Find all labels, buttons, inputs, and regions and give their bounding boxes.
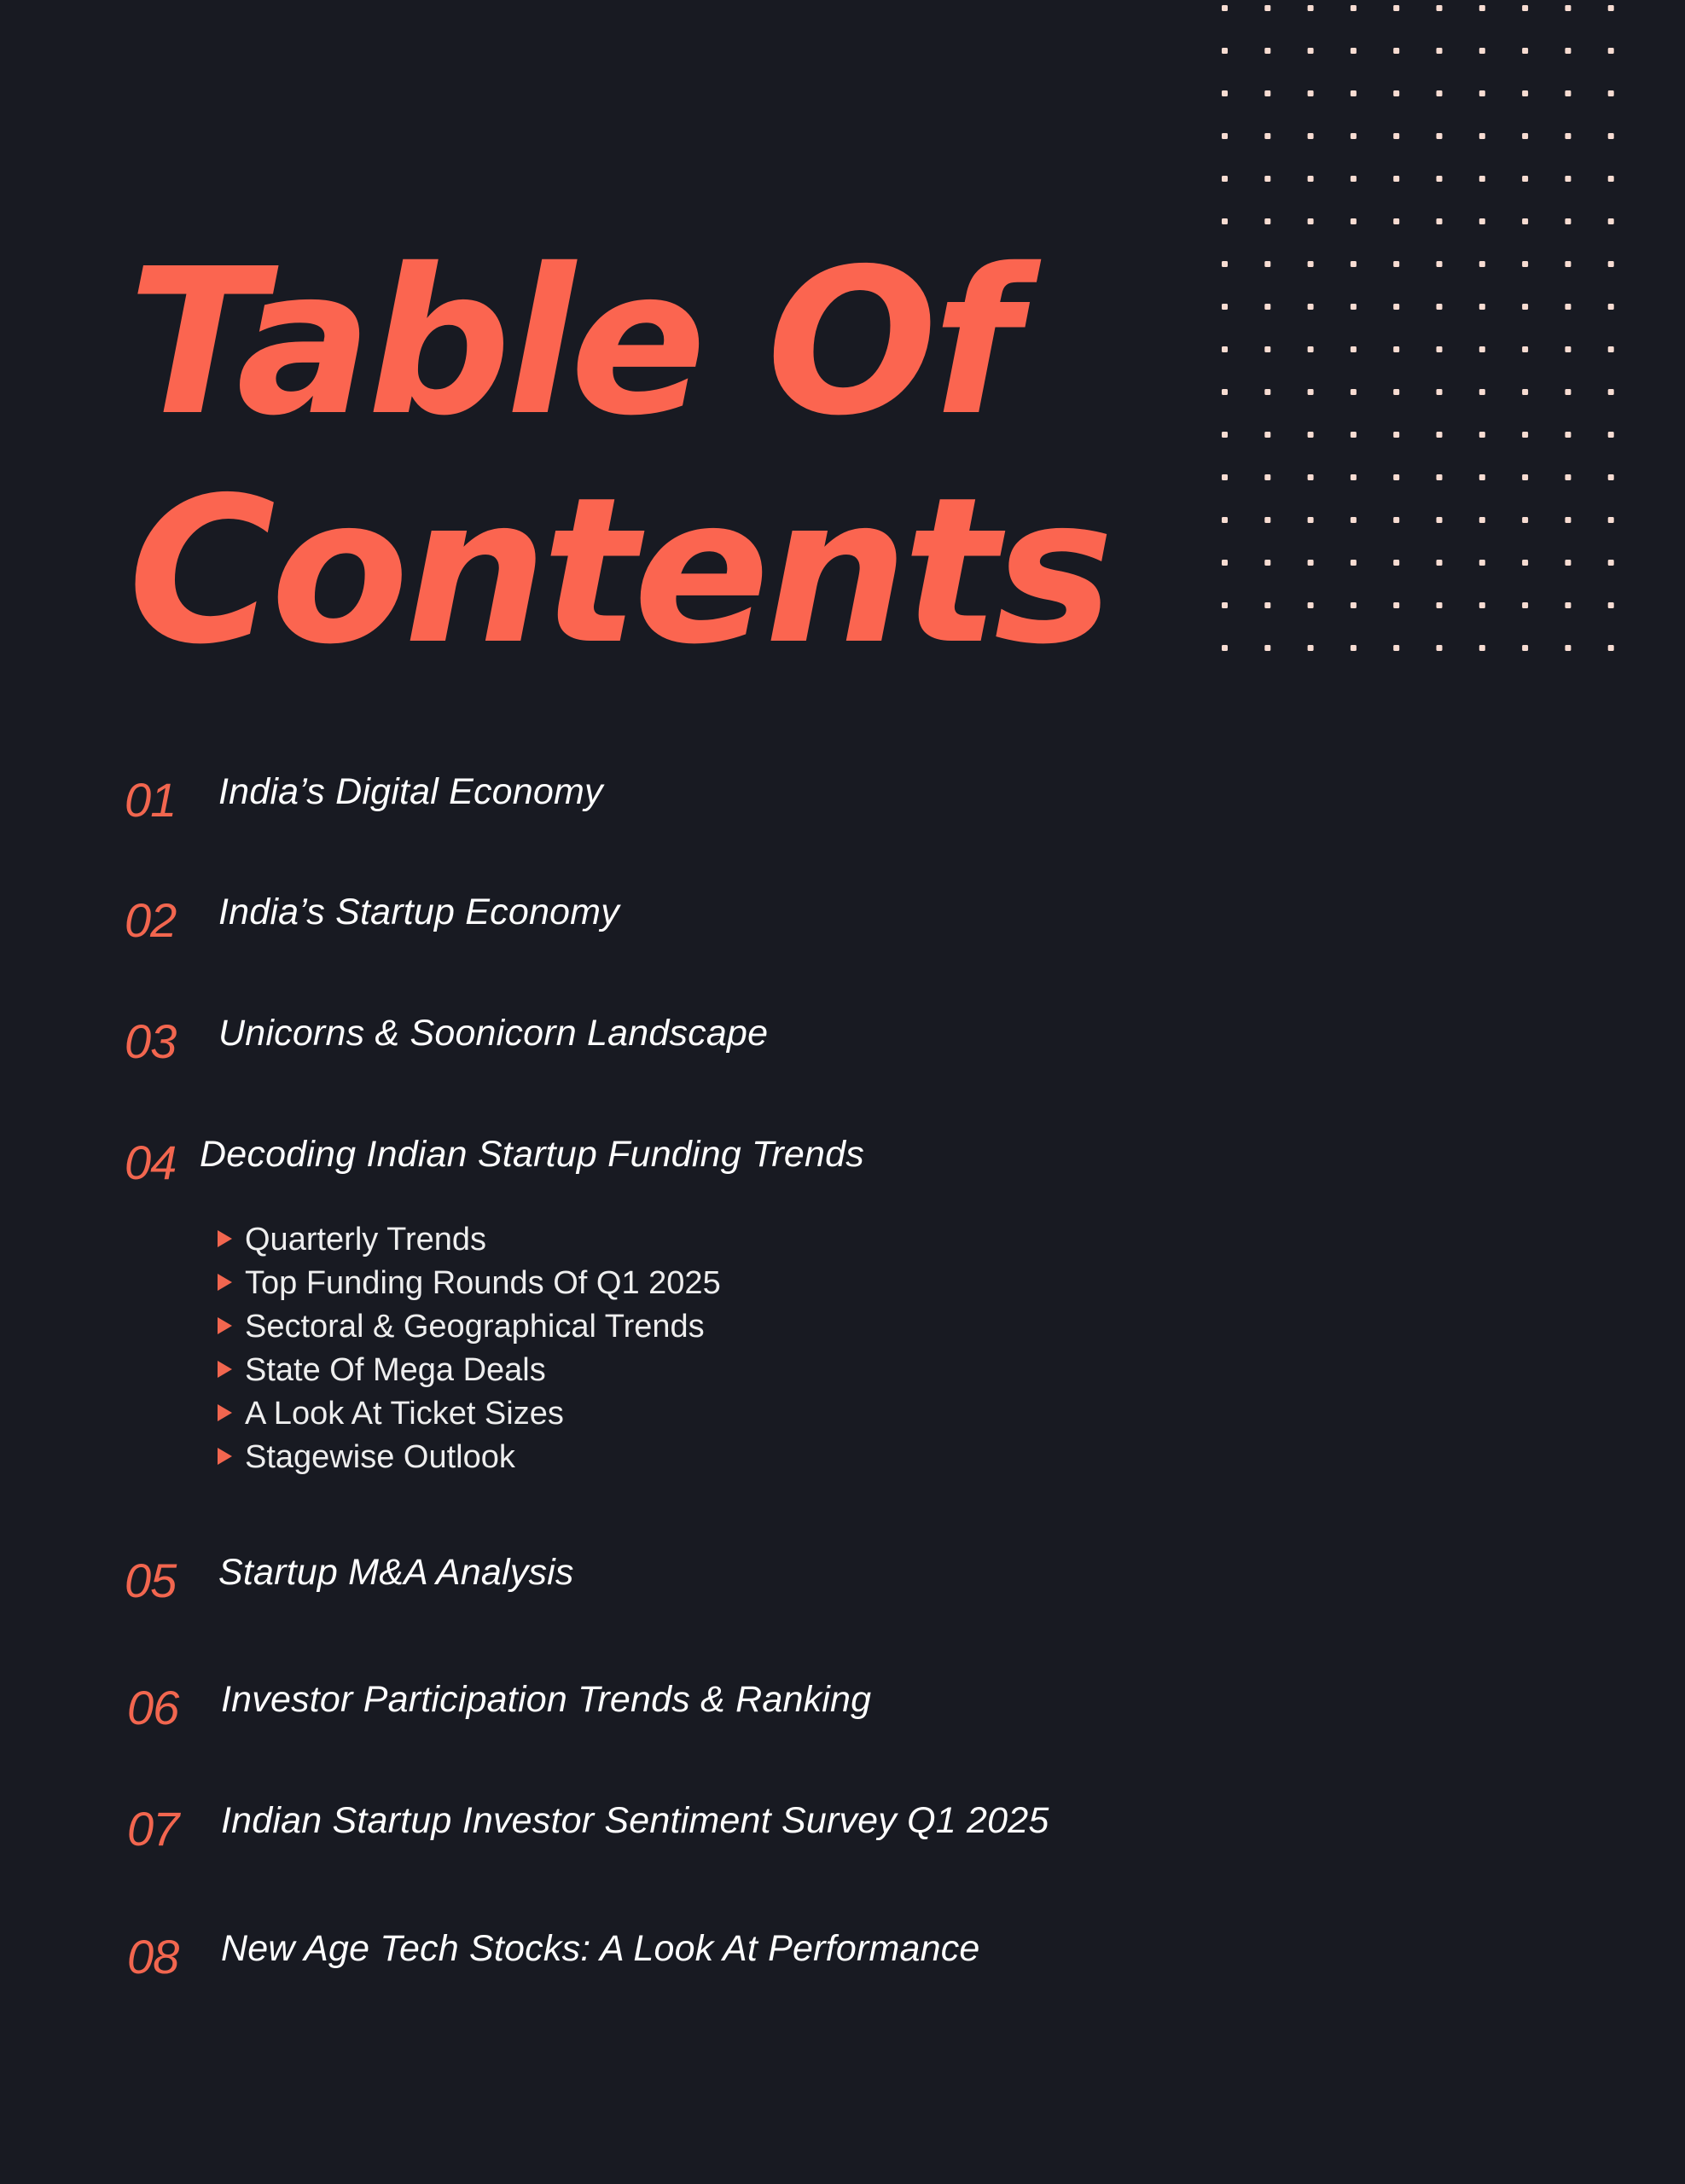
dot <box>1608 645 1614 651</box>
toc-subitem-sectoral-geographical[interactable] <box>215 1305 721 1349</box>
dot <box>1308 517 1314 523</box>
dot <box>1351 176 1357 182</box>
dot <box>1522 517 1528 523</box>
toc-title[interactable]: Decoding Indian Startup Funding Trends <box>200 1134 864 1175</box>
dot <box>1308 560 1314 566</box>
dot <box>1308 176 1314 182</box>
dot <box>1308 346 1314 352</box>
dot <box>1351 261 1357 267</box>
dot <box>1565 133 1571 139</box>
dot <box>1393 90 1399 96</box>
dot <box>1393 5 1399 11</box>
dot <box>1308 389 1314 395</box>
dot <box>1479 389 1485 395</box>
dot <box>1222 90 1228 96</box>
dot <box>1308 304 1314 310</box>
dot <box>1393 474 1399 480</box>
dot <box>1264 133 1270 139</box>
dot <box>1479 474 1485 480</box>
dot <box>1308 645 1314 651</box>
dot <box>1351 389 1357 395</box>
dot-grid-decoration <box>1215 0 1624 657</box>
triangle-bullet-icon <box>218 1448 232 1465</box>
dot <box>1479 261 1485 267</box>
dot <box>1522 304 1528 310</box>
dot <box>1479 645 1485 651</box>
toc-number: 04 <box>125 1136 177 1189</box>
dot <box>1565 218 1571 224</box>
dot <box>1479 176 1485 182</box>
toc-number: 06 <box>127 1681 179 1734</box>
toc-subitem-quarterly-trends[interactable] <box>215 1218 721 1262</box>
dot <box>1222 133 1228 139</box>
dot <box>1222 261 1228 267</box>
dot <box>1222 602 1228 608</box>
dot <box>1264 560 1270 566</box>
toc-number: 02 <box>125 893 177 947</box>
dot <box>1222 304 1228 310</box>
toc-subitem-label: Quarterly Trends <box>245 1222 486 1258</box>
dot <box>1351 517 1357 523</box>
dot <box>1308 432 1314 438</box>
dot <box>1437 90 1443 96</box>
dot <box>1522 389 1528 395</box>
dot <box>1393 645 1399 651</box>
toc-number: 01 <box>125 773 177 827</box>
dot <box>1393 261 1399 267</box>
toc-subitem-mega-deals[interactable] <box>215 1349 721 1392</box>
dot <box>1608 133 1614 139</box>
dot <box>1565 5 1571 11</box>
dot <box>1437 176 1443 182</box>
dot <box>1522 5 1528 11</box>
dot <box>1522 602 1528 608</box>
dot <box>1608 432 1614 438</box>
dot <box>1565 304 1571 310</box>
dot <box>1264 645 1270 651</box>
dot <box>1393 432 1399 438</box>
toc-title[interactable]: Investor Participation Trends & Ranking <box>221 1679 872 1720</box>
dot <box>1351 432 1357 438</box>
dot <box>1479 133 1485 139</box>
dot <box>1264 48 1270 54</box>
dot <box>1222 432 1228 438</box>
dot <box>1479 304 1485 310</box>
dot <box>1608 90 1614 96</box>
toc-subitem-ticket-sizes[interactable] <box>215 1392 721 1436</box>
toc-title[interactable]: India’s Startup Economy <box>218 892 619 932</box>
dot <box>1351 90 1357 96</box>
dot <box>1308 218 1314 224</box>
dot <box>1437 560 1443 566</box>
dot <box>1479 90 1485 96</box>
dot <box>1437 389 1443 395</box>
dot <box>1479 517 1485 523</box>
dot <box>1222 218 1228 224</box>
dot <box>1522 432 1528 438</box>
page-title-line-2: Contents <box>128 454 1109 688</box>
dot <box>1351 133 1357 139</box>
dot <box>1565 176 1571 182</box>
dot <box>1264 602 1270 608</box>
dot <box>1522 645 1528 651</box>
dot <box>1351 602 1357 608</box>
dot <box>1565 645 1571 651</box>
dot <box>1565 346 1571 352</box>
dot <box>1565 517 1571 523</box>
dot <box>1522 560 1528 566</box>
dot <box>1608 474 1614 480</box>
dot <box>1264 346 1270 352</box>
dot <box>1393 133 1399 139</box>
dot <box>1351 218 1357 224</box>
toc-title[interactable]: Startup M&A Analysis <box>218 1552 574 1593</box>
toc-subitem-label: Stagewise Outlook <box>245 1439 515 1475</box>
dot <box>1608 346 1614 352</box>
toc-subitem-label: A Look At Ticket Sizes <box>245 1396 564 1432</box>
dot <box>1264 432 1270 438</box>
dot <box>1351 560 1357 566</box>
triangle-bullet-icon <box>218 1317 232 1334</box>
dot <box>1222 176 1228 182</box>
dot <box>1308 474 1314 480</box>
dot <box>1608 389 1614 395</box>
dot <box>1437 48 1443 54</box>
toc-number: 03 <box>125 1014 177 1068</box>
dot <box>1437 602 1443 608</box>
dot <box>1565 432 1571 438</box>
dot <box>1222 5 1228 11</box>
dot <box>1264 389 1270 395</box>
dot <box>1393 176 1399 182</box>
dot <box>1437 474 1443 480</box>
dot <box>1565 48 1571 54</box>
page-title-line-1: Table Of <box>128 225 1015 460</box>
dot <box>1437 5 1443 11</box>
dot <box>1393 517 1399 523</box>
dot <box>1608 5 1614 11</box>
dot <box>1308 261 1314 267</box>
dot <box>1608 261 1614 267</box>
dot <box>1565 474 1571 480</box>
dot <box>1565 389 1571 395</box>
toc-subitem-label: State Of Mega Deals <box>245 1352 546 1388</box>
dot <box>1222 389 1228 395</box>
dot <box>1479 346 1485 352</box>
dot <box>1522 474 1528 480</box>
triangle-bullet-icon <box>218 1361 232 1378</box>
dot <box>1308 90 1314 96</box>
dot <box>1437 645 1443 651</box>
toc-subitem-label: Sectoral & Geographical Trends <box>245 1309 705 1345</box>
dot <box>1264 176 1270 182</box>
dot <box>1222 48 1228 54</box>
dot <box>1522 90 1528 96</box>
dot <box>1393 560 1399 566</box>
dot <box>1351 474 1357 480</box>
dot <box>1437 432 1443 438</box>
dot <box>1565 560 1571 566</box>
toc-title[interactable]: New Age Tech Stocks: A Look At Performance <box>221 1928 980 1969</box>
dot <box>1479 218 1485 224</box>
dot <box>1264 261 1270 267</box>
dot <box>1264 304 1270 310</box>
dot <box>1351 5 1357 11</box>
toc-title[interactable]: India’s Digital Economy <box>218 771 603 812</box>
dot <box>1565 602 1571 608</box>
dot <box>1522 346 1528 352</box>
toc-title[interactable]: Indian Startup Investor Sentiment Survey Q1 2025 <box>221 1800 1049 1841</box>
dot <box>1479 48 1485 54</box>
dot <box>1608 48 1614 54</box>
dot <box>1479 602 1485 608</box>
dot <box>1522 176 1528 182</box>
dot <box>1308 5 1314 11</box>
dot <box>1351 645 1357 651</box>
dot <box>1351 346 1357 352</box>
dot <box>1393 304 1399 310</box>
toc-subsection-list <box>215 1218 721 1479</box>
dot <box>1437 261 1443 267</box>
dot <box>1222 517 1228 523</box>
dot <box>1608 304 1614 310</box>
dot <box>1393 346 1399 352</box>
toc-number: 05 <box>125 1554 177 1607</box>
dot <box>1393 48 1399 54</box>
dot <box>1264 474 1270 480</box>
dot <box>1351 48 1357 54</box>
dot <box>1522 48 1528 54</box>
triangle-bullet-icon <box>218 1404 232 1421</box>
dot <box>1608 560 1614 566</box>
toc-subitem-label: Top Funding Rounds Of Q1 2025 <box>245 1265 721 1301</box>
dot <box>1608 218 1614 224</box>
dot <box>1608 517 1614 523</box>
dot <box>1608 602 1614 608</box>
dot <box>1222 645 1228 651</box>
dot <box>1522 218 1528 224</box>
dot <box>1264 90 1270 96</box>
dot <box>1222 560 1228 566</box>
toc-subitem-top-funding-rounds[interactable] <box>215 1262 721 1305</box>
dot <box>1308 602 1314 608</box>
dot <box>1479 432 1485 438</box>
dot <box>1264 218 1270 224</box>
dot <box>1437 133 1443 139</box>
dot <box>1393 218 1399 224</box>
dot <box>1479 5 1485 11</box>
page-title <box>128 225 1109 688</box>
dot <box>1479 560 1485 566</box>
toc-subitem-stagewise-outlook[interactable] <box>215 1436 721 1479</box>
dot <box>1565 261 1571 267</box>
dot <box>1522 133 1528 139</box>
dot <box>1522 261 1528 267</box>
dot <box>1222 346 1228 352</box>
dot <box>1351 304 1357 310</box>
dot <box>1608 176 1614 182</box>
dot <box>1437 346 1443 352</box>
dot <box>1393 389 1399 395</box>
dot <box>1437 304 1443 310</box>
toc-number: 08 <box>127 1930 179 1984</box>
dot <box>1393 602 1399 608</box>
dot <box>1437 218 1443 224</box>
dot <box>1437 517 1443 523</box>
dot <box>1264 5 1270 11</box>
triangle-bullet-icon <box>218 1274 232 1291</box>
dot <box>1565 90 1571 96</box>
toc-title[interactable]: Unicorns & Soonicorn Landscape <box>218 1013 769 1054</box>
dot <box>1308 133 1314 139</box>
dot <box>1222 474 1228 480</box>
dot <box>1264 517 1270 523</box>
dot <box>1308 48 1314 54</box>
toc-number: 07 <box>127 1802 179 1856</box>
triangle-bullet-icon <box>218 1230 232 1247</box>
